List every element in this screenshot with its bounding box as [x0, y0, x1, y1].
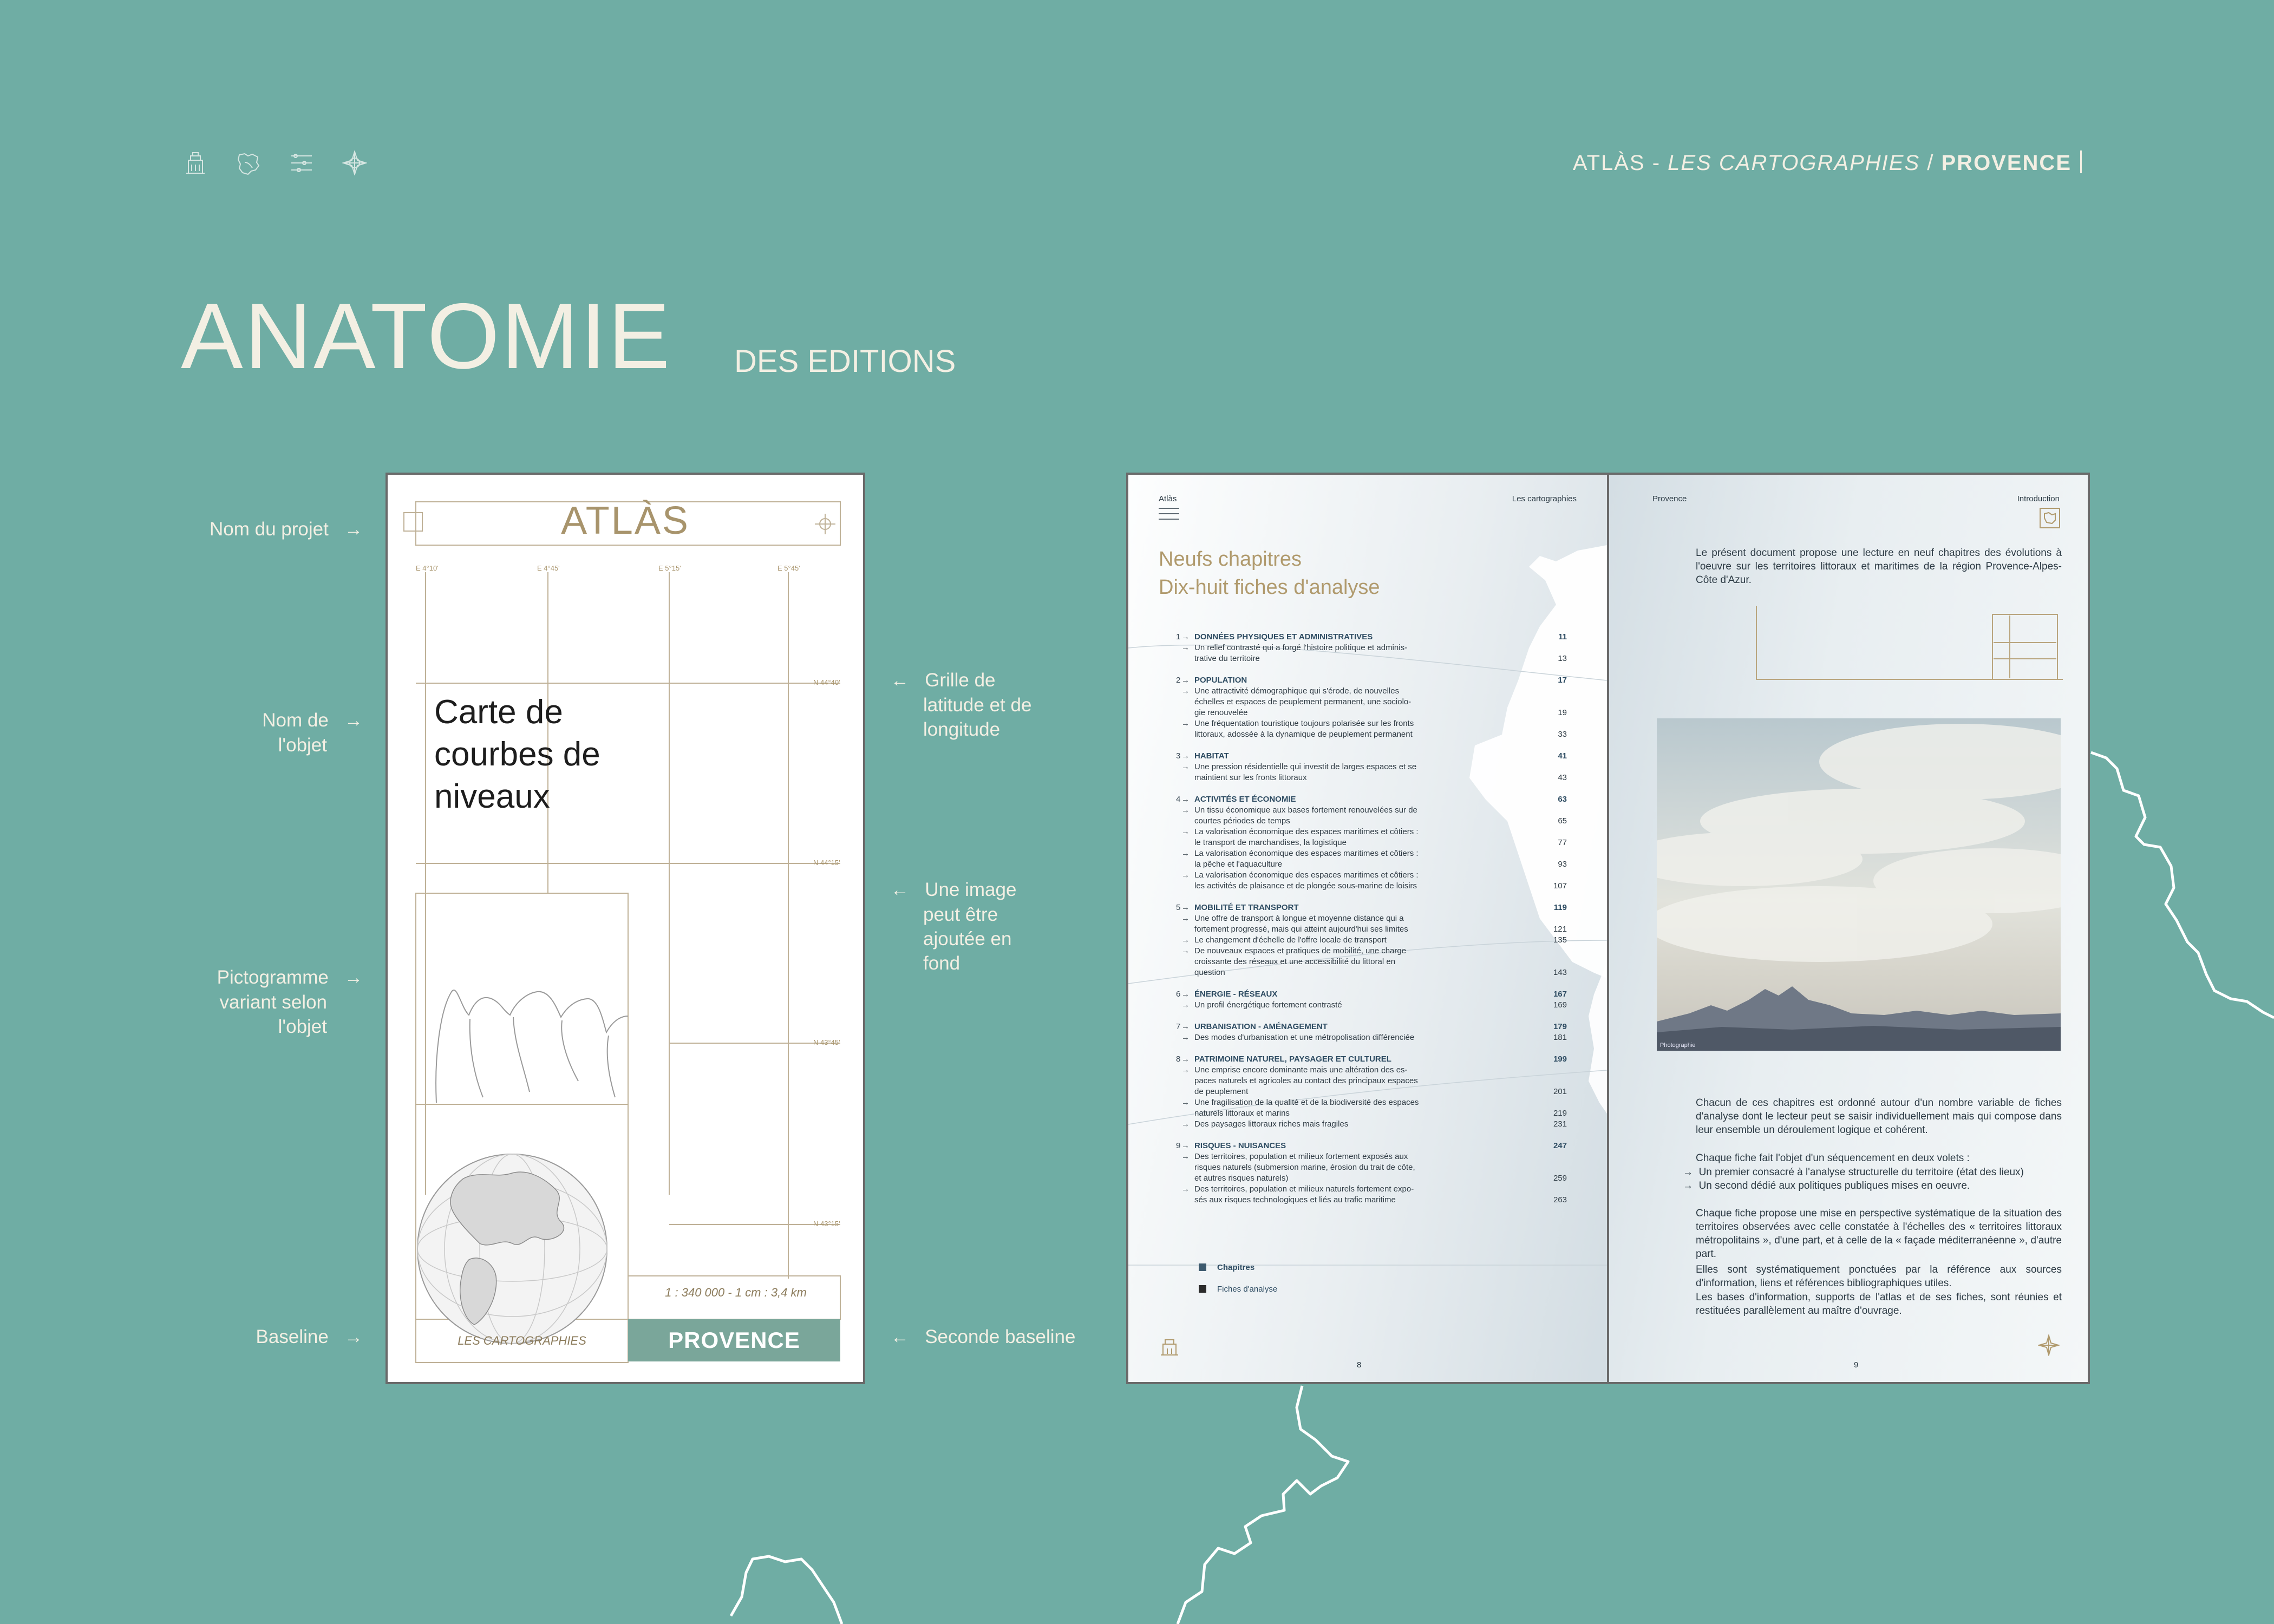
- chapter-title: URBANISATION - AMÉNAGEMENT: [1194, 1022, 1328, 1031]
- cursor-bar: [2080, 150, 2082, 173]
- toc-chapter: [1177, 794, 1567, 892]
- annotation-baseline: Baseline →: [256, 1326, 363, 1347]
- toc-chapter-heading: [1177, 751, 1567, 762]
- sheet-title: La valorisation économique des espaces maritimes et côtiers :: [1194, 870, 1419, 880]
- page-number: 259: [1553, 1174, 1567, 1183]
- page-number: 9: [1854, 1360, 1859, 1370]
- toc-chapter: [1177, 1054, 1567, 1130]
- sheet-title-cont: sés aux risques technologiques et liés au trafic maritime: [1194, 1195, 1396, 1204]
- page-number: 43: [1558, 773, 1567, 782]
- arrow-right-icon: →: [1181, 1000, 1190, 1010]
- landscape-photo: [1657, 718, 2061, 1051]
- page-number: 219: [1553, 1109, 1567, 1118]
- toc-chapter-heading: [1177, 675, 1567, 686]
- arrow-right-icon: →: [1181, 1141, 1190, 1150]
- page-number: 17: [1558, 676, 1567, 685]
- page-number: 169: [1553, 1000, 1567, 1010]
- toc-sheet: [1177, 1032, 1567, 1043]
- toc-sheet: [1177, 1000, 1567, 1011]
- page-number: 33: [1558, 730, 1567, 739]
- arrow-right-icon: →: [1181, 686, 1190, 696]
- sheet-title-cont: gie renouvelée: [1194, 708, 1248, 717]
- arrow-right-icon: →: [1181, 1184, 1190, 1194]
- page-number: 19: [1558, 708, 1567, 717]
- chapter-number: 3: [1176, 751, 1181, 761]
- sheet-title: La valorisation économique des espaces maritimes et côtiers :: [1194, 827, 1419, 836]
- toc-sheet: [1177, 1097, 1567, 1119]
- chapter-number: 7: [1176, 1022, 1181, 1031]
- arrow-right-icon: →: [344, 519, 363, 540]
- monument-icon: [1159, 1335, 1180, 1357]
- toc-sheet: [1177, 718, 1567, 740]
- sheet-title-cont: maintient sur les fronts littoraux: [1194, 773, 1307, 782]
- annotation-grid: ← Grille de latitude et de longitude: [891, 670, 1032, 740]
- arrow-right-icon: →: [1181, 935, 1190, 945]
- object-name: Carte de courbes de niveaux: [434, 693, 600, 815]
- annotation-pictogram: Pictogramme → variant selon l'objet: [217, 967, 363, 1037]
- coord-lon: E 4°45': [537, 564, 560, 572]
- breadcrumb-region: PROVENCE: [1941, 151, 2072, 175]
- map-region-icon: [2039, 507, 2061, 529]
- sheet-title: Un tissu économique aux bases fortement renouvelées sur de: [1194, 806, 1417, 815]
- chapter-number: 9: [1176, 1141, 1181, 1150]
- arrow-left-icon: ←: [891, 670, 909, 691]
- page-number: 63: [1558, 795, 1567, 804]
- coord-lat: N 44°40': [813, 678, 840, 686]
- cover-grid: [388, 475, 863, 1382]
- annotation-image: ← Une image peut être ajoutée en fond: [891, 879, 1017, 974]
- sheet-title-cont: paces naturels et agricoles au contact des principaux espaces: [1194, 1076, 1418, 1085]
- chapter-number: 8: [1176, 1055, 1181, 1064]
- toc-chapter: [1177, 675, 1567, 740]
- page-number: 247: [1553, 1141, 1567, 1150]
- page-number: 143: [1553, 968, 1567, 977]
- timeline-icon: [289, 150, 314, 175]
- toc-chapter-heading: [1177, 902, 1567, 913]
- chapter-number: 2: [1176, 676, 1181, 685]
- second-baseline: PROVENCE: [628, 1319, 840, 1361]
- toc-sheet: [1177, 805, 1567, 827]
- arrow-right-icon: →: [1181, 762, 1190, 771]
- toc-chapter: [1177, 632, 1567, 664]
- page-number: 181: [1553, 1033, 1567, 1042]
- sheet-title-cont: question: [1194, 968, 1225, 977]
- chapter-number: 4: [1176, 795, 1181, 804]
- sheet-title-cont: échelles et espaces de peuplement permanent, une sociolo-: [1194, 697, 1412, 706]
- toc-chapter-heading: [1177, 1021, 1567, 1032]
- intro-text: Le présent document propose une lecture en neuf chapitres des évolutions à l'oeuvre sur les territoires littoraux et maritimes de la région Provence-Alpes-Côte d'Azur.: [1696, 547, 2062, 586]
- annotation-object-name: Nom de → l'objet: [262, 710, 363, 756]
- page-number: 121: [1553, 925, 1567, 934]
- page-title: ANATOMIE: [181, 284, 672, 388]
- toc-sheet: [1177, 1184, 1567, 1206]
- compass-rose-icon: [342, 150, 367, 175]
- chapter-title: ÉNERGIE - RÉSEAUX: [1194, 990, 1278, 999]
- right-page: [1609, 475, 2090, 1382]
- sheet-title: Une emprise encore dominante mais une altération des es-: [1194, 1065, 1408, 1075]
- sheet-title: Une offre de transport à longue et moyenne distance qui a: [1194, 914, 1404, 923]
- arrow-right-icon: →: [1181, 643, 1190, 652]
- arrow-right-icon: →: [1181, 806, 1190, 815]
- page-number: 13: [1558, 654, 1567, 663]
- arrow-right-icon: →: [1181, 751, 1190, 761]
- sheet-title-cont: littoraux, adossée à la dynamique de peuplement permanent: [1194, 730, 1413, 739]
- legend-swatch: [1199, 1263, 1206, 1271]
- sheet-title: Un relief contrasté qui a forgé l'histoire politique et adminis-: [1194, 643, 1408, 652]
- sheet-title-cont: trative du territoire: [1194, 654, 1260, 663]
- toc-chapter-heading: [1177, 1054, 1567, 1065]
- page-number: 179: [1553, 1022, 1567, 1031]
- sheet-title: Des paysages littoraux riches mais fragiles: [1194, 1119, 1349, 1129]
- page-number: 263: [1553, 1195, 1567, 1204]
- page-number: 8: [1357, 1360, 1362, 1370]
- annotation-second-baseline: ← Seconde baseline: [891, 1326, 1076, 1347]
- breadcrumb-collection: LES CARTOGRAPHIES: [1668, 151, 1920, 175]
- decorative-frame: [1755, 605, 2064, 686]
- toc-chapter: [1177, 989, 1567, 1011]
- toc-chapter-heading: [1177, 989, 1567, 1000]
- page-number: 77: [1558, 838, 1567, 847]
- arrow-right-icon: →: [344, 1327, 363, 1347]
- running-header: Introduction: [2017, 494, 2060, 503]
- page-number: 93: [1558, 860, 1567, 869]
- running-header: Atlàs: [1159, 494, 1177, 503]
- sheet-title: Une fréquentation touristique toujours polarisée sur les fronts: [1194, 719, 1414, 728]
- cover-page: [385, 473, 865, 1384]
- arrow-right-icon: →: [1181, 632, 1190, 641]
- toc-sheet: [1177, 848, 1567, 870]
- bullet-item: → Un second dédié aux politiques publiques mises en oeuvre.: [1683, 1180, 1970, 1191]
- page-number: 135: [1553, 935, 1567, 945]
- body-paragraph: Chaque fiche fait l'objet d'un séquencement en deux volets :: [1696, 1152, 1970, 1164]
- sheet-title: Le changement d'échelle de l'offre locale de transport: [1194, 935, 1387, 945]
- arrow-right-icon: →: [1181, 1065, 1190, 1075]
- arrow-right-icon: →: [344, 710, 363, 731]
- toc-sheet: [1177, 1151, 1567, 1184]
- sheet-title-cont: de peuplement: [1194, 1087, 1249, 1096]
- page-number: 167: [1553, 990, 1567, 999]
- toc-chapter: [1177, 1021, 1567, 1043]
- monument-icon: [183, 150, 208, 175]
- sheet-title: Des territoires, population et milieux fortement exposés aux: [1194, 1152, 1408, 1161]
- toc-sheet: [1177, 643, 1567, 664]
- left-page: [1128, 475, 1607, 1382]
- toc-sheet: [1177, 1065, 1567, 1097]
- coord-lon: E 5°45': [777, 564, 800, 572]
- toc-sheet: [1177, 827, 1567, 848]
- sheet-title: Des territoires, population et milieux naturels fortement expo-: [1194, 1184, 1414, 1194]
- toc-sheet: [1177, 946, 1567, 978]
- sheet-title-cont: risques naturels (submersion marine, érosion du trait de côte,: [1194, 1163, 1415, 1172]
- coord-lon: E 5°15': [658, 564, 681, 572]
- running-header: Provence: [1652, 494, 1687, 503]
- sheet-title: De nouveaux espaces et pratiques de mobilité, une charge: [1194, 946, 1407, 955]
- body-paragraph: Elles sont systématiquement ponctuées par la référence aux sources d'information, liens et références bibliographiques utiles.: [1696, 1264, 2062, 1289]
- toc-sheet: [1177, 935, 1567, 946]
- page-number: 65: [1558, 816, 1567, 826]
- running-header: Les cartographies: [1512, 494, 1577, 503]
- map-scale: 1 : 340 000 - 1 cm : 3,4 km: [665, 1286, 807, 1299]
- page-number: 11: [1558, 632, 1567, 641]
- arrow-right-icon: →: [1181, 849, 1190, 858]
- toc-chapter: [1177, 1141, 1567, 1206]
- timeline-icon: [1159, 508, 1179, 519]
- sheet-title-cont: croissante des réseaux et une accessibilité du littoral en: [1194, 957, 1396, 966]
- chapter-title: ACTIVITÉS ET ÉCONOMIE: [1194, 795, 1296, 804]
- book-spread: [1126, 473, 2090, 1384]
- arrow-right-icon: →: [1181, 990, 1190, 999]
- arrow-right-icon: →: [1181, 1152, 1190, 1161]
- breadcrumb: ATLÀS - LES CARTOGRAPHIES / PROVENCE: [1573, 150, 2082, 175]
- legend-swatch: [1199, 1285, 1206, 1293]
- chapter-number: 1: [1176, 632, 1181, 641]
- page-number: 231: [1553, 1119, 1567, 1129]
- arrow-left-icon: ←: [891, 880, 909, 900]
- breadcrumb-brand: ATLÀS: [1572, 151, 1645, 175]
- baseline: LES CARTOGRAPHIES: [458, 1334, 586, 1347]
- table-of-contents: [1177, 632, 1567, 1216]
- toc-chapter-heading: [1177, 794, 1567, 805]
- coord-lat: N 43°15': [813, 1220, 840, 1228]
- arrow-right-icon: →: [1181, 1098, 1190, 1107]
- annotation-project-name: Nom du projet →: [209, 519, 363, 540]
- coord-lon: E 4°10': [416, 564, 439, 572]
- toc-sheet: [1177, 913, 1567, 935]
- page-number: 199: [1553, 1055, 1567, 1064]
- chapter-number: 6: [1176, 990, 1181, 999]
- arrow-right-icon: →: [1181, 946, 1190, 955]
- coord-lat: N 43°45': [813, 1038, 840, 1046]
- arrow-right-icon: →: [1181, 1033, 1190, 1042]
- compass-rose-icon: [2038, 1334, 2060, 1356]
- sheet-title: La valorisation économique des espaces maritimes et côtiers :: [1194, 849, 1419, 858]
- arrow-right-icon: →: [344, 967, 363, 988]
- toc-sheet: [1177, 686, 1567, 718]
- body-paragraph: Les bases d'information, supports de l'atlas et de ses fiches, sont réunies et restituées parallèlement au maître d'ouvrage.: [1696, 1292, 2062, 1317]
- body-paragraph: Chaque fiche propose une mise en perspective systématique de la situation des territoires observées avec celle constatée à l'échelles des « territoires littoraux métropolitains », d'une part, et à celle de la « façade méditerranéenne », d'autre part.: [1696, 1208, 2062, 1260]
- chapter-title: POPULATION: [1194, 676, 1247, 685]
- chapter-title: MOBILITÉ ET TRANSPORT: [1194, 903, 1299, 912]
- sheet-title: Des modes d'urbanisation et une métropolisation différenciée: [1194, 1033, 1415, 1042]
- toc-chapter: [1177, 751, 1567, 783]
- header-icons: [183, 150, 367, 175]
- sheet-title: Une attractivité démographique qui s'érode, de nouvelles: [1194, 686, 1400, 696]
- toc-sheet: [1177, 870, 1567, 892]
- bullet-item: → Un premier consacré à l'analyse structurelle du territoire (état des lieux): [1683, 1167, 2024, 1178]
- toc-chapter: [1177, 902, 1567, 978]
- arrow-right-icon: →: [1181, 914, 1190, 923]
- sheet-title: Un profil énergétique fortement contrasté: [1194, 1000, 1342, 1010]
- project-name: ATLÀS: [561, 499, 690, 542]
- sheet-title-cont: et autres risques naturels): [1194, 1174, 1289, 1183]
- arrow-right-icon: →: [1181, 903, 1190, 912]
- arrow-right-icon: →: [1181, 795, 1190, 804]
- mountains-pictogram: [436, 990, 628, 1103]
- sheet-title-cont: la pêche et l'aquaculture: [1194, 860, 1283, 869]
- arrow-right-icon: →: [1181, 870, 1190, 880]
- sheet-title-cont: les activités de plaisance et de plongée sous-marine de loisirs: [1194, 881, 1417, 890]
- arrow-right-icon: →: [1181, 1055, 1190, 1064]
- photo-caption: Photographie: [1660, 1042, 1696, 1049]
- page-number: 41: [1558, 751, 1567, 761]
- body-paragraph: Chacun de ces chapitres est ordonné autour d'un nombre variable de fiches d'analyse dont le lecteur peut se saisir individuellement mais qui compose dans leur ensemble un déroulement logique et cohérent.: [1696, 1097, 2062, 1136]
- chapter-title: DONNÉES PHYSIQUES ET ADMINISTRATIVES: [1194, 632, 1373, 641]
- arrow-right-icon: →: [1181, 827, 1190, 836]
- sheet-title: Une fragilisation de la qualité et de la biodiversité des espaces: [1194, 1098, 1419, 1107]
- arrow-right-icon: →: [1181, 1022, 1190, 1031]
- chapter-title: RISQUES - NUISANCES: [1194, 1141, 1286, 1150]
- sheet-title: Une pression résidentielle qui investit de larges espaces et se: [1194, 762, 1417, 771]
- sheet-title-cont: le transport de marchandises, la logistique: [1194, 838, 1347, 847]
- sheet-title-cont: fortement progressé, mais qui atteint aujourd'hui ses limites: [1194, 925, 1408, 934]
- arrow-right-icon: →: [1181, 1119, 1190, 1129]
- page-number: 107: [1553, 881, 1567, 890]
- page-subtitle: DES EDITIONS: [734, 344, 956, 379]
- toc-chapter-heading: [1177, 632, 1567, 643]
- sheet-title-cont: courtes périodes de temps: [1194, 816, 1290, 826]
- chapter-number: 5: [1176, 903, 1181, 912]
- toc-sheet: [1177, 1119, 1567, 1130]
- arrow-right-icon: →: [1181, 676, 1190, 685]
- coord-lat: N 44°15': [813, 859, 840, 867]
- arrow-left-icon: ←: [891, 1327, 909, 1347]
- toc-chapter-heading: [1177, 1141, 1567, 1151]
- toc-sheet: [1177, 762, 1567, 783]
- legend: Chapitres Fiches d'analyse: [1199, 1257, 1277, 1300]
- chapter-title: HABITAT: [1194, 751, 1229, 761]
- page-number: 201: [1553, 1087, 1567, 1096]
- globe-pictogram: [417, 1154, 607, 1344]
- page-number: 119: [1553, 903, 1567, 912]
- spread-title: Neufs chapitres Dix-huit fiches d'analyse: [1159, 548, 1380, 599]
- map-region-icon: [236, 150, 261, 175]
- chapter-title: PATRIMOINE NATUREL, PAYSAGER ET CULTUREL: [1194, 1055, 1391, 1064]
- sheet-title-cont: naturels littoraux et marins: [1194, 1109, 1290, 1118]
- arrow-right-icon: →: [1181, 719, 1190, 728]
